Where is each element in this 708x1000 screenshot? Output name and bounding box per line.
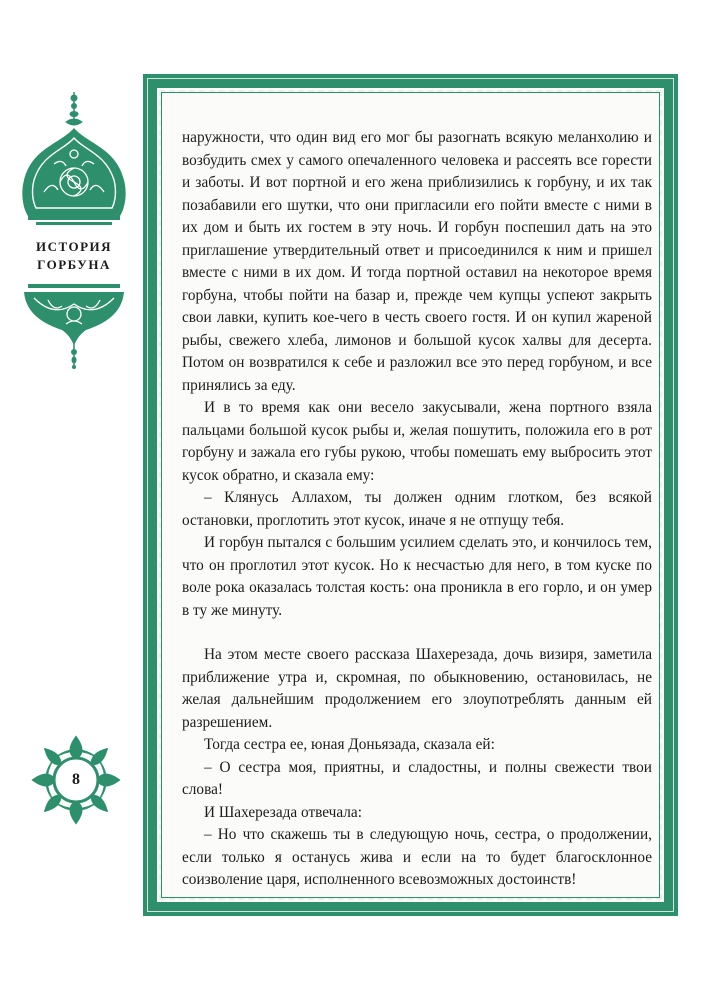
paragraph: – Но что скажешь ты в следующую ночь, сестра, о продолжении, если только я останусь жива и если на то будет благосклонное соизволение царя, исполненного всевозможных достоинств! — [182, 826, 652, 888]
paragraph: Тогда сестра ее, юная Доньязада, сказала ей: — [204, 736, 495, 753]
paragraph: И Шахерезада отвечала: — [204, 803, 362, 821]
section-title — [20, 238, 128, 274]
pendant-ornament-icon — [14, 284, 134, 370]
section-title-line2: ГОРБУНА — [37, 257, 111, 272]
arch-ornament-icon — [14, 92, 134, 228]
paragraph: На этом месте своего рассказа Шахерезада, дочь визиря, заметила приближение утра и, скромная, по обыкновению, остановилась, не желая дальнейшим продолжением его злоупотреблять данным ей разрешением. — [182, 646, 652, 731]
page-number: 8 — [72, 771, 80, 788]
section-title-line1: ИСТОРИЯ — [35, 239, 113, 254]
paragraph: И в то время как они весело закусывали, жена портного взяла пальцами большой кусок рыбы и, желая пошутить, положила его в рот горбуну и зажала его губы рукою, чтобы помешать ему выбросить этот кусок обратно, и сказала ему: — [182, 399, 652, 484]
paragraph: – О сестра моя, приятны, и сладостны, и полны свежести твои слова! — [182, 758, 652, 798]
paragraph: наружности, что один вид его мог бы разогнать всякую меланхолию и возбудить смех у самого опечаленного человека и рассеять все горести и заботы. И вот портной и его жена приблизились к горбуну, и их так позабавили его шутки, что они пригласили его пойти вместе с ними в их дом и быть их гостем в эту ночь. И горбун поспешил дать на это приглашение утвердительный ответ и присоединился к ним и пришел вместе с ними в их дом. И тогда портной оставил на некоторое время горбуна, чтобы пойти на базар и, прежде чем купцы успеют закрыть свои лавки, купить кое-чего в честь своего гостя. И он купил жареной рыбы, свежего хлеба, лимонов и большой кусок халвы для десерта. Потом он возвратился к себе и разложил все это перед горбуном, и все принялись за еду. — [182, 129, 652, 394]
body-text — [182, 127, 652, 892]
paragraph: И горбун пытался с большим усилием сделать это, и кончилось тем, что он проглотил этот кусок. Но к несчастью для него, в том куске по воле рока оказалась толстая кость: она проникла в его горло, и он умер в ту же минуту. — [182, 534, 652, 619]
paragraph: – Клянусь Аллахом, ты должен одним глотком, без всякой остановки, проглотить этот кусок, иначе я не отпущу тебя. — [182, 489, 652, 529]
